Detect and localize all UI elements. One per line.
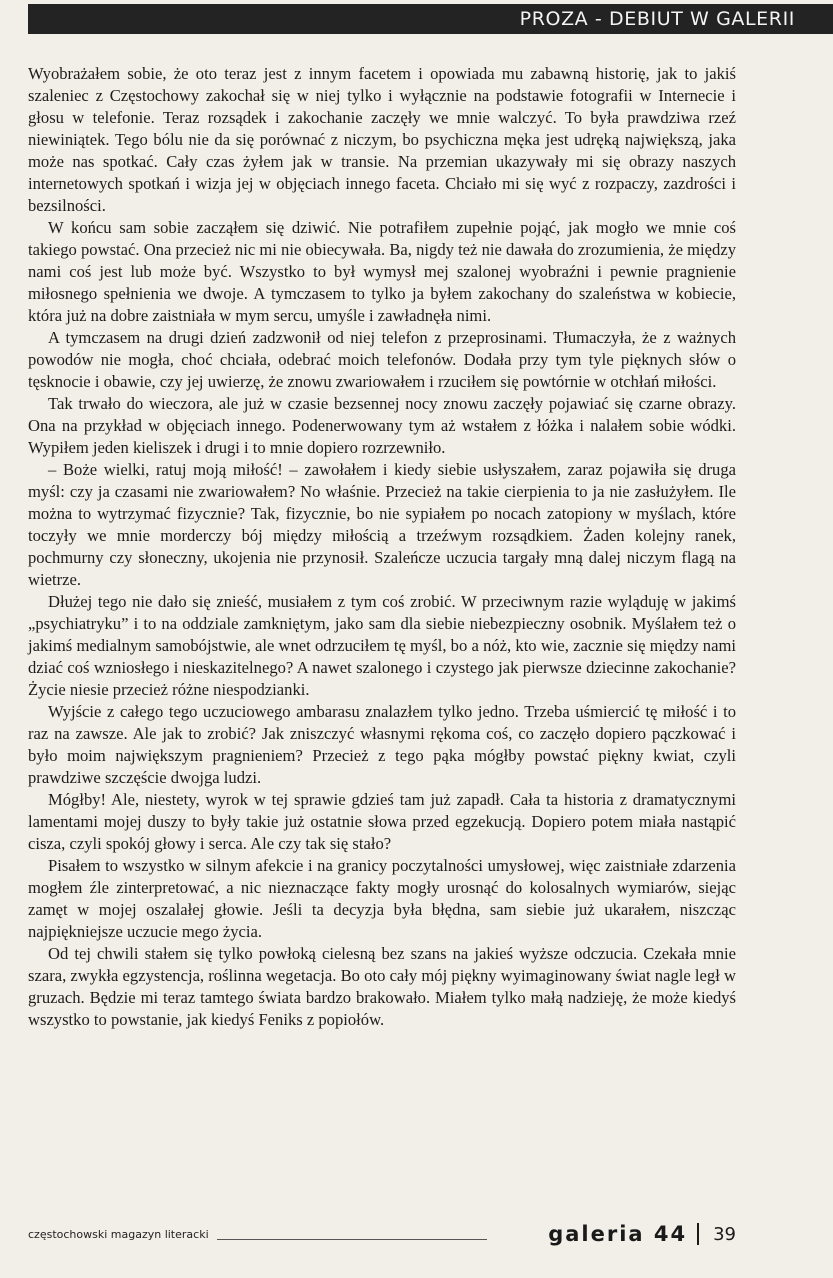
footer-separator <box>697 1223 699 1245</box>
article-body <box>28 63 736 1031</box>
paragraph: Wyjście z całego tego uczuciowego ambarasu znalazłem tylko jedno. Trzeba uśmiercić tę miłość i to raz na zawsze. Ale jak to zrobić? Jak zniszczyć własnymi rękoma coś, co zaczęło dopiero pączkować i było moim największym pragnieniem? Przecież z tego pąka mógłby powstać piękny kwiat, czyli prawdziwe szczęście dwojga ludzi. <box>28 702 736 787</box>
footer-magazine-name: częstochowski magazyn literacki <box>28 1227 209 1241</box>
page-footer <box>28 1222 736 1246</box>
paragraph: Tak trwało do wieczora, ale już w czasie bezsennej nocy znowu zaczęły pojawiać się czarne obrazy. Ona na przykład w objęciach innego. Podenerwowany tym aż wstałem z łóżka i nalałem sobie wódki. Wypiłem jeden kieliszek i drugi i to mnie dopiero rozrzewniło. <box>28 394 736 457</box>
footer-divider-line <box>217 1239 487 1240</box>
paragraph: Pisałem to wszystko w silnym afekcie i na granicy poczytalności umysłowej, więc zaistniałe zdarzenia mogłem źle zinterpretować, a nic nieznaczące fakty mogły urosnąć do kolosalnych wymiarów, siejąc zamęt w mojej oszalałej głowie. Jeśli ta decyzja była błędna, sam siebie już ukarałem, niszcząc najpiękniejsze uczucie mego życia. <box>28 856 736 941</box>
footer-publication-title: galeria 44 <box>548 1222 688 1246</box>
paragraph: – Boże wielki, ratuj moją miłość! – zawołałem i kiedy siebie usłyszałem, zaraz pojawiła się druga myśl: czy ja czasami nie zwariowałem? No właśnie. Przecież na takie cierpienia to ja nie zasłużyłem. Ile można to wytrzymać fizycznie? Tak, fizycznie, bo nie sypiałem po nocach zatopiony w myślach, które toczyły we mnie morderczy bój między miłością a trzeźwym rozsądkiem. Żaden kolejny ranek, pochmurny czy słoneczny, ukojenia nie przynosił. Szaleńcze uczucia targały mną dalej niczym flagą na wietrze. <box>28 460 736 589</box>
paragraph: A tymczasem na drugi dzień zadzwonił od niej telefon z przeprosinami. Tłumaczyła, że z ważnych powodów nie mogła, choć chciała, odebrać moich telefonów. Dodała przy tym tyle pięknych słów o tęsknocie i obawie, czy jej uwierzę, że znowu zwariowałem i rzuciłem się powtórnie w otchłań miłości. <box>28 328 736 391</box>
paragraph: Mógłby! Ale, niestety, wyrok w tej sprawie gdzieś tam już zapadł. Cała ta historia z dramatycznymi lamentami mojej duszy to były takie już ostatnie słowa przed egzekucją. Dopiero potem miała nastąpić cisza, czyli spokój głowy i serca. Ale czy tak się stało? <box>28 790 736 853</box>
paragraph: Wyobrażałem sobie, że oto teraz jest z innym facetem i opowiada mu zabawną historię, jak to jakiś szaleniec z Częstochowy zakochał się w niej tylko i wyłącznie na podstawie fotografii w Internecie i głosu w telefonie. Teraz rozsądek i zakochanie zaczęły we mnie walczyć. To była prawdziwa rzeź niewiniątek. Tego bólu nie da się porównać z niczym, bo psychiczna męka jest udręką największą, jaka może nas spotkać. Cały czas żyłem jak w transie. Na przemian ukazywały mi się obrazy naszych internetowych spotkań i wizja jej w objęciach innego faceta. Chciało mi się wyć z rozpaczy, zazdrości i bezsilności. <box>28 64 736 215</box>
paragraph: Od tej chwili stałem się tylko powłoką cielesną bez szans na jakieś wyższe odczucia. Czekała mnie szara, zwykła egzystencja, roślinna wegetacja. Bo oto cały mój piękny wyimaginowany świat nagle legł w gruzach. Będzie mi teraz tamtego świata bardzo brakowało. Miałem tylko małą nadzieję, że może kiedyś wszystko to powstanie, jak kiedyś Feniks z popiołów. <box>28 944 736 1029</box>
paragraph: Dłużej tego nie dało się znieść, musiałem z tym coś zrobić. W przeciwnym razie wyląduję w jakimś „psychiatryku” i to na oddziale zamkniętym, jako sam dla siebie niebezpieczny osobnik. Myślałem też o jakimś medialnym samobójstwie, ale wnet odrzuciłem tę myśl, bo a nóż, kto wie, zacznie się między nami dziać coś wzniosłego i nieskazitelnego? A nawet szalonego i czystego jak pierwsze dziecinne zakochanie? Życie niesie przecież różne niespodzianki. <box>28 592 736 699</box>
paragraph: W końcu sam sobie zacząłem się dziwić. Nie potrafiłem zupełnie pojąć, jak mogło we mnie coś takiego powstać. Ona przecież nic mi nie obiecywała. Ba, nigdy też nie dawała do zrozumienia, że między nami coś jest lub może być. Wszystko to był wymysł mej szalonej wyobraźni i pewnie pragnienie miłosnego spełnienia we dwoje. A tymczasem to tylko ja byłem zakochany do szaleństwa w kobiecie, która już na dobre zaistniała w mym sercu, umyśle i zawładnęła nimi. <box>28 218 736 325</box>
section-header-bar <box>28 4 833 34</box>
page-number: 39 <box>713 1223 736 1245</box>
section-title: PROZA - DEBIUT W GALERII <box>519 8 795 30</box>
